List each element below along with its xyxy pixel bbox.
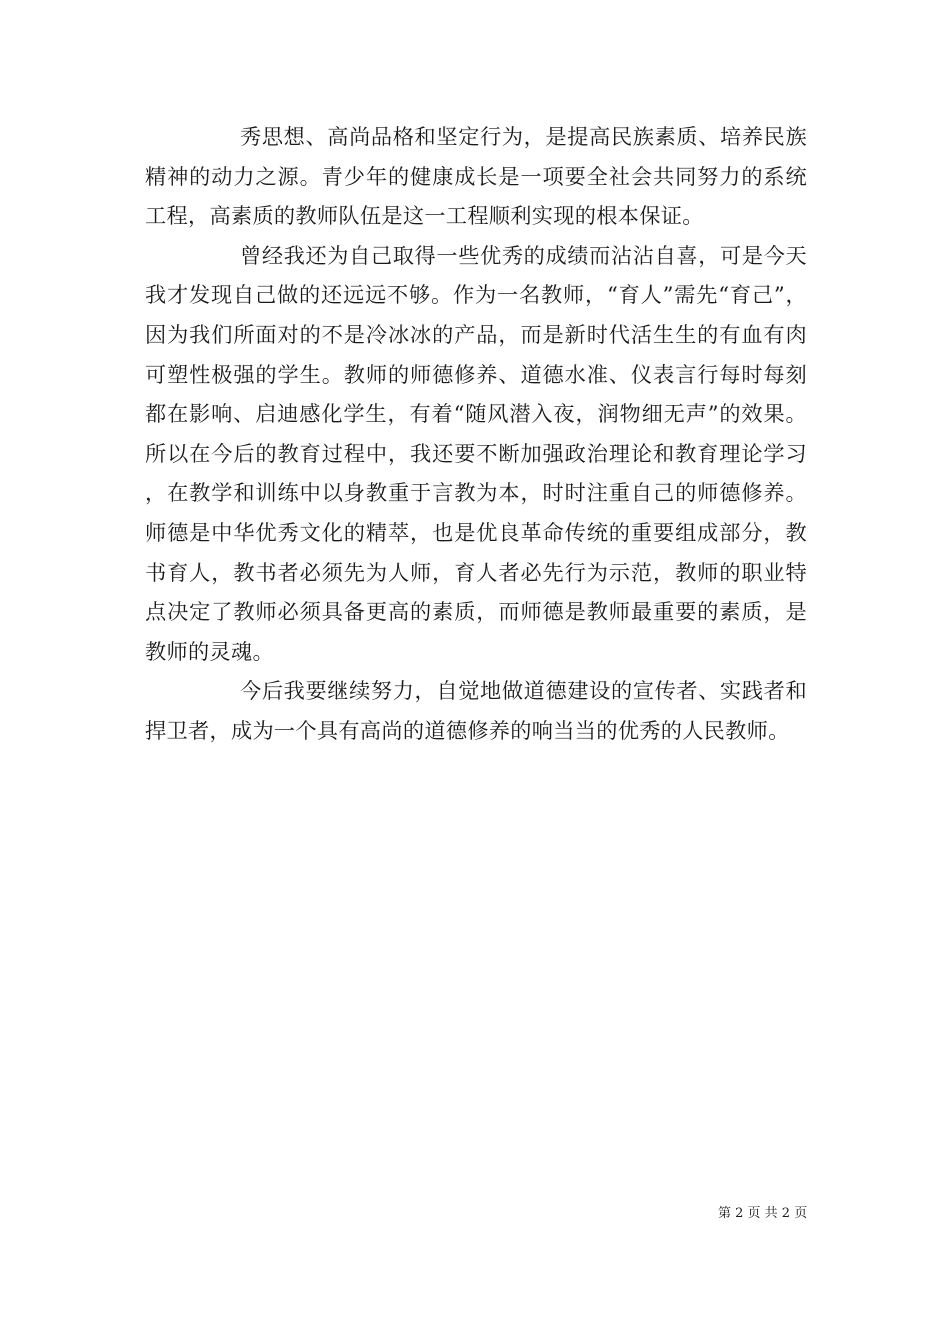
paragraph-1: 秀思想、高尚品格和坚定行为，是提高民族素质、培养民族精神的动力之源。青少年的健康成长是一项要全社会共同努力的系统工程，高素质的教师队伍是这一工程顺利实现的根本保证。 — [145, 124, 807, 229]
paragraph-2: 曾经我还为自己取得一些优秀的成绩而沾沾自喜，可是今天我才发现自己做的还远远不够。作为一名教师，“育人”需先“育己”，因为我们所面对的不是冷冰冰的产品，而是新时代活生生的有血有肉可塑性极强的学生。教师的师德修养、道德水准、仪表言行每时每刻都在影响、启迪感化学生，有着“随风潜入夜，润物细无声”的效果。所以在今后的教育过程中，我还要不断加强政治理论和教育理论学习，在教学和训练中以身教重于言教为本，时时注重自己的师德修养。师德是中华优秀文化的精萃，也是优良革命传统的重要组成部分，教书育人，教书者必须先为人师，育人者必先行为示范，教师的职业特点决定了教师必须具备更高的素质，而师德是教师最重要的素质，是教师的灵魂。 — [145, 242, 807, 664]
paragraph-3: 今后我要继续努力，自觉地做道德建设的宣传者、实践者和捍卫者，成为一个具有高尚的道德修养的响当当的优秀的人民教师。 — [145, 678, 807, 743]
page-number-footer: 第 2 页 共 2 页 — [718, 1206, 808, 1221]
document-body — [145, 117, 807, 751]
